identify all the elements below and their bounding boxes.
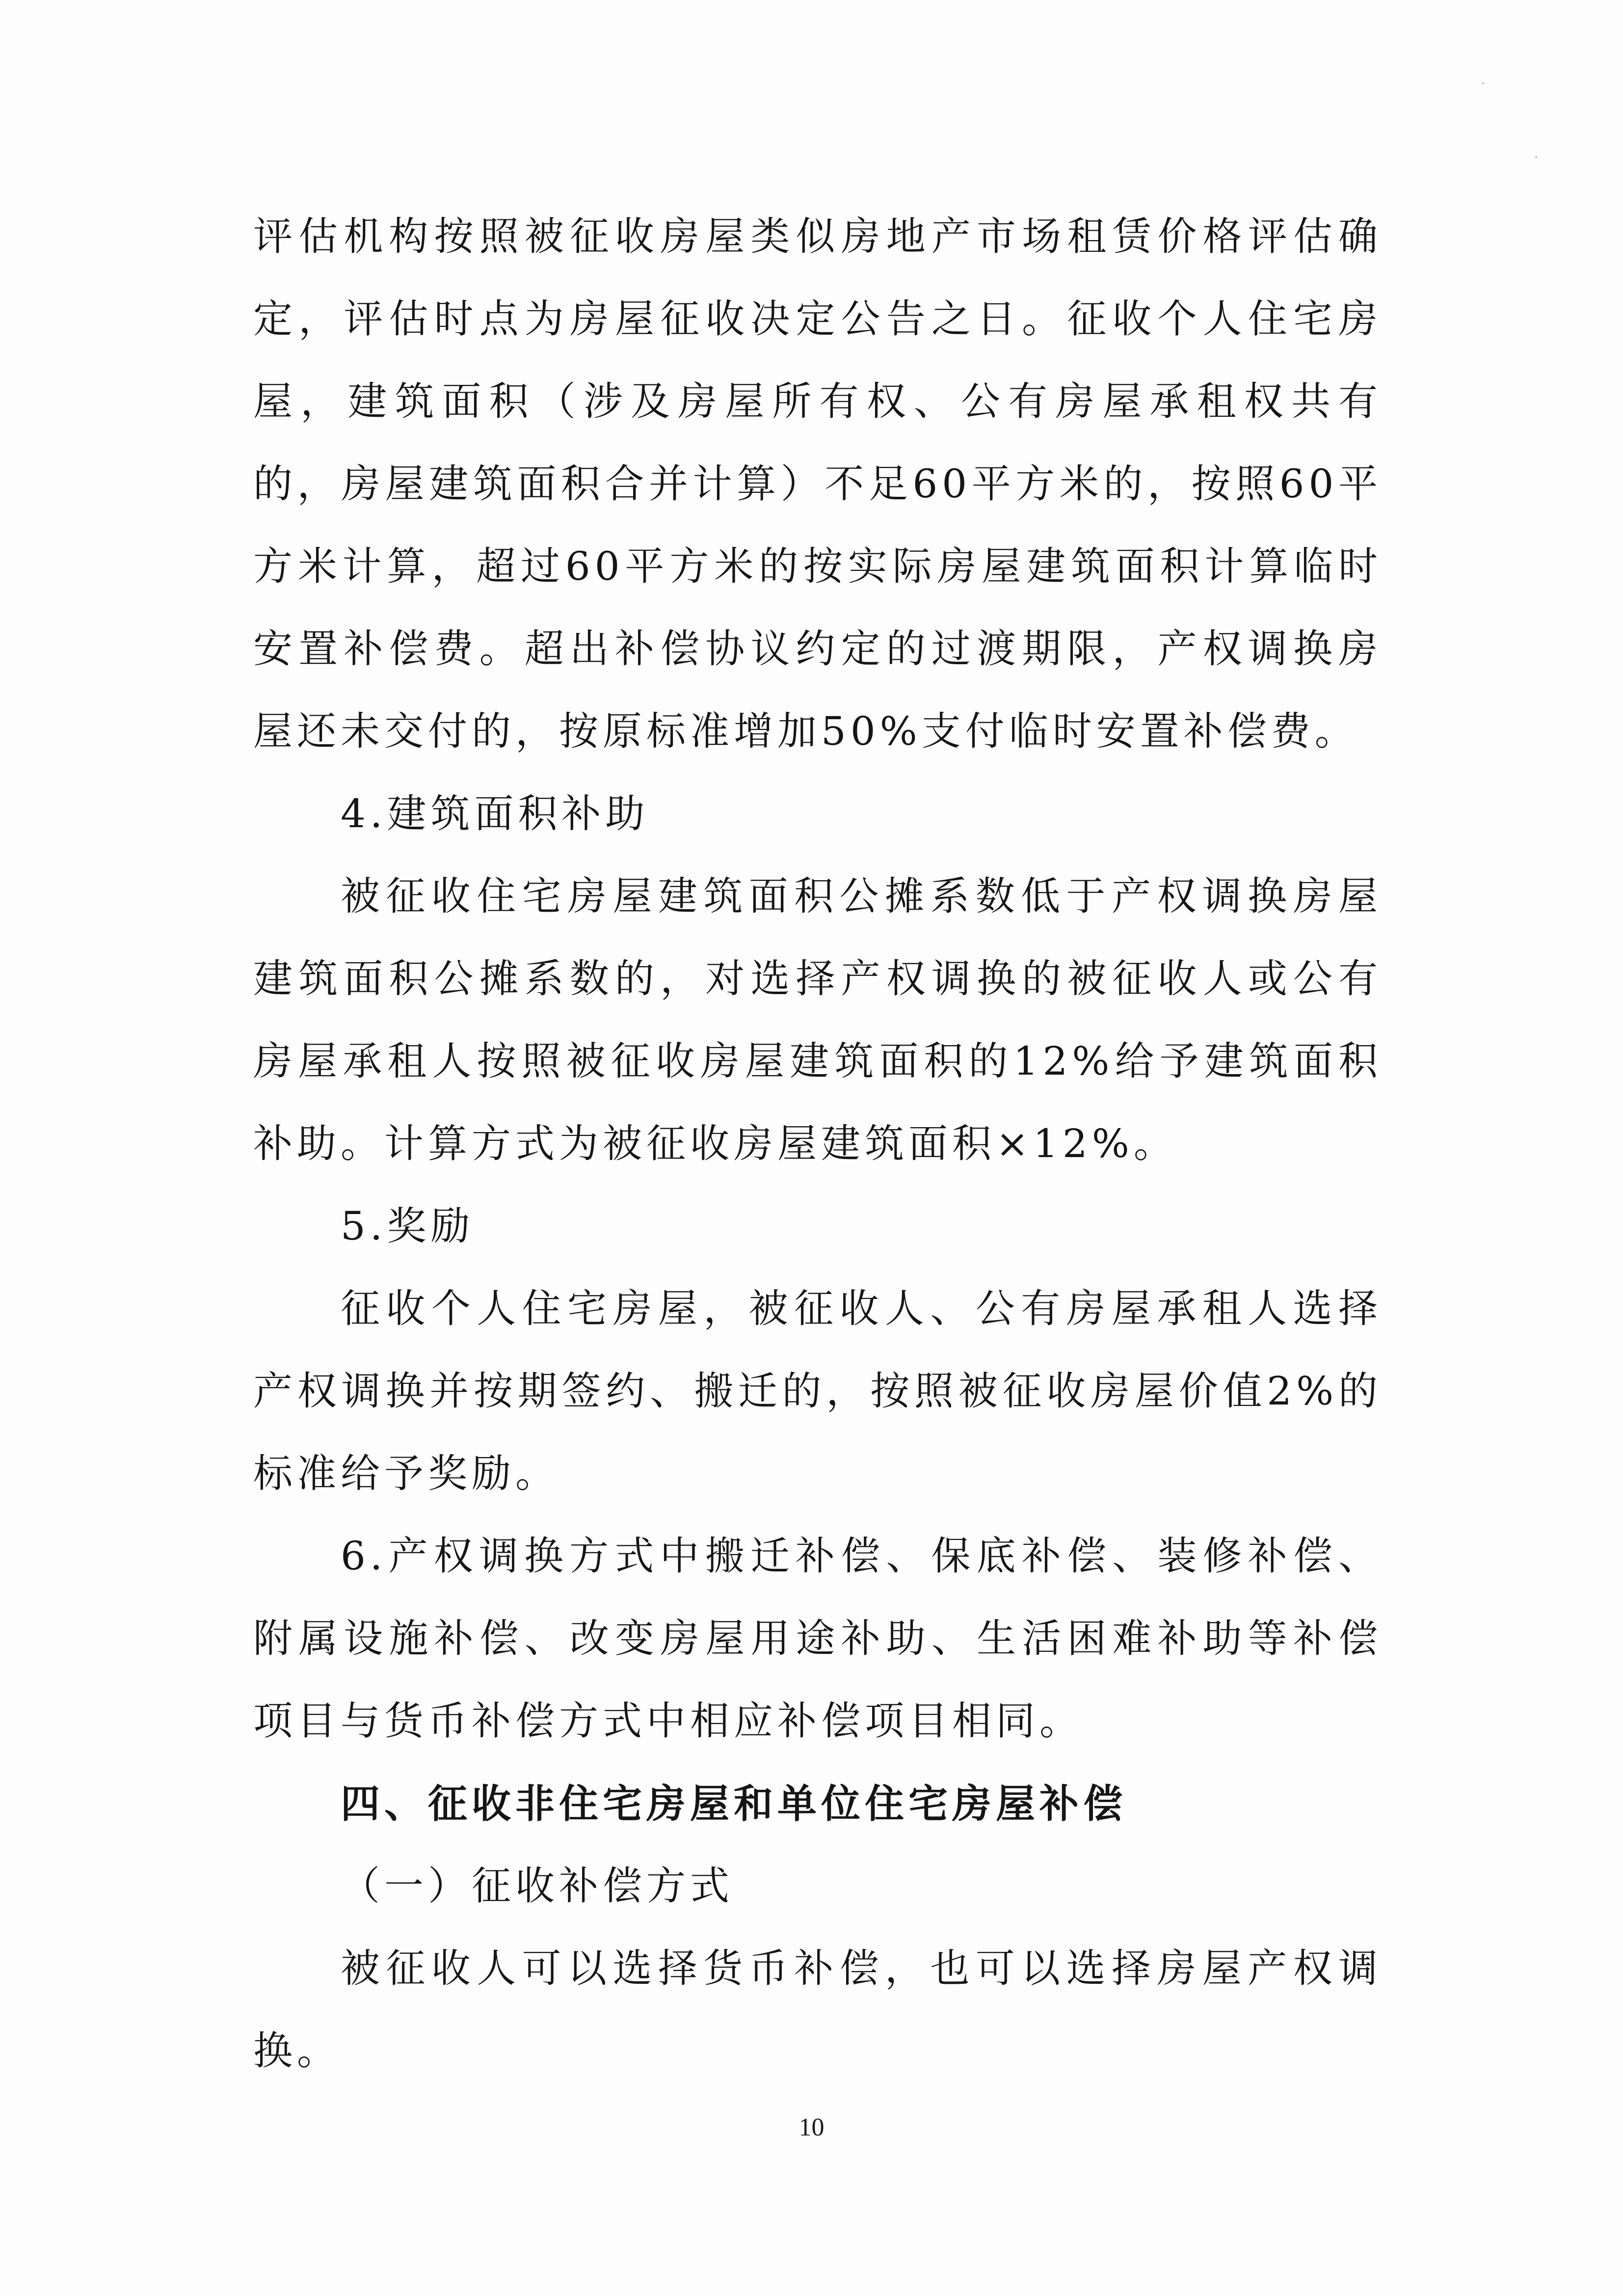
subheading-building-area-subsidy: 4.建筑面积补助	[341, 791, 649, 837]
paragraph-reward: 征收个人住宅房屋，被征收人、公有房屋承租人选择产权调换并按期签约、搬迁的，按照被征收房屋价值2%的标准给予奖励。	[253, 1286, 1382, 1496]
subheading-compensation-method: （一）征收补偿方式	[341, 1863, 734, 1909]
paragraph-building-area-subsidy: 被征收住宅房屋建筑面积公摊系数低于产权调换房屋建筑面积公摊系数的，对选择产权调换的被征收人或公有房屋承租人按照被征收房屋建筑面积的12%给予建筑面积补助。计算方式为被征收房屋建筑面积×12%。	[253, 873, 1382, 1166]
paragraph-compensation-choice: 被征收人可以选择货币补偿，也可以选择房屋产权调换。	[253, 1945, 1382, 2074]
paragraph-temporary-resettlement-compensation: 评估机构按照被征收房屋类似房地产市场租赁价格评估确定，评估时点为房屋征收决定公告之日。征收个人住宅房屋，建筑面积（涉及房屋所有权、公有房屋承租权共有的，房屋建筑面积合并计算）不足60平方米的，按照60平方米计算，超过60平方米的按实际房屋建筑面积计算临时安置补偿费。超出补偿协议约定的过渡期限，产权调换房屋还未交付的，按原标准增加50%支付临时安置补偿费。	[253, 214, 1382, 754]
scan-speck	[1535, 156, 1537, 158]
section-heading-non-residential: 四、征收非住宅房屋和单位住宅房屋补偿	[341, 1781, 1127, 1827]
scan-speck	[1482, 82, 1484, 84]
document-body	[253, 195, 1382, 2092]
paragraph-other-compensation-items: 6.产权调换方式中搬迁补偿、保底补偿、装修补偿、附属设施补偿、改变房屋用途补助、生活困难补助等补偿项目与货币补偿方式中相应补偿项目相同。	[253, 1533, 1382, 1744]
subheading-reward: 5.奖励	[341, 1203, 475, 1249]
page-number: 10	[798, 2113, 825, 2141]
